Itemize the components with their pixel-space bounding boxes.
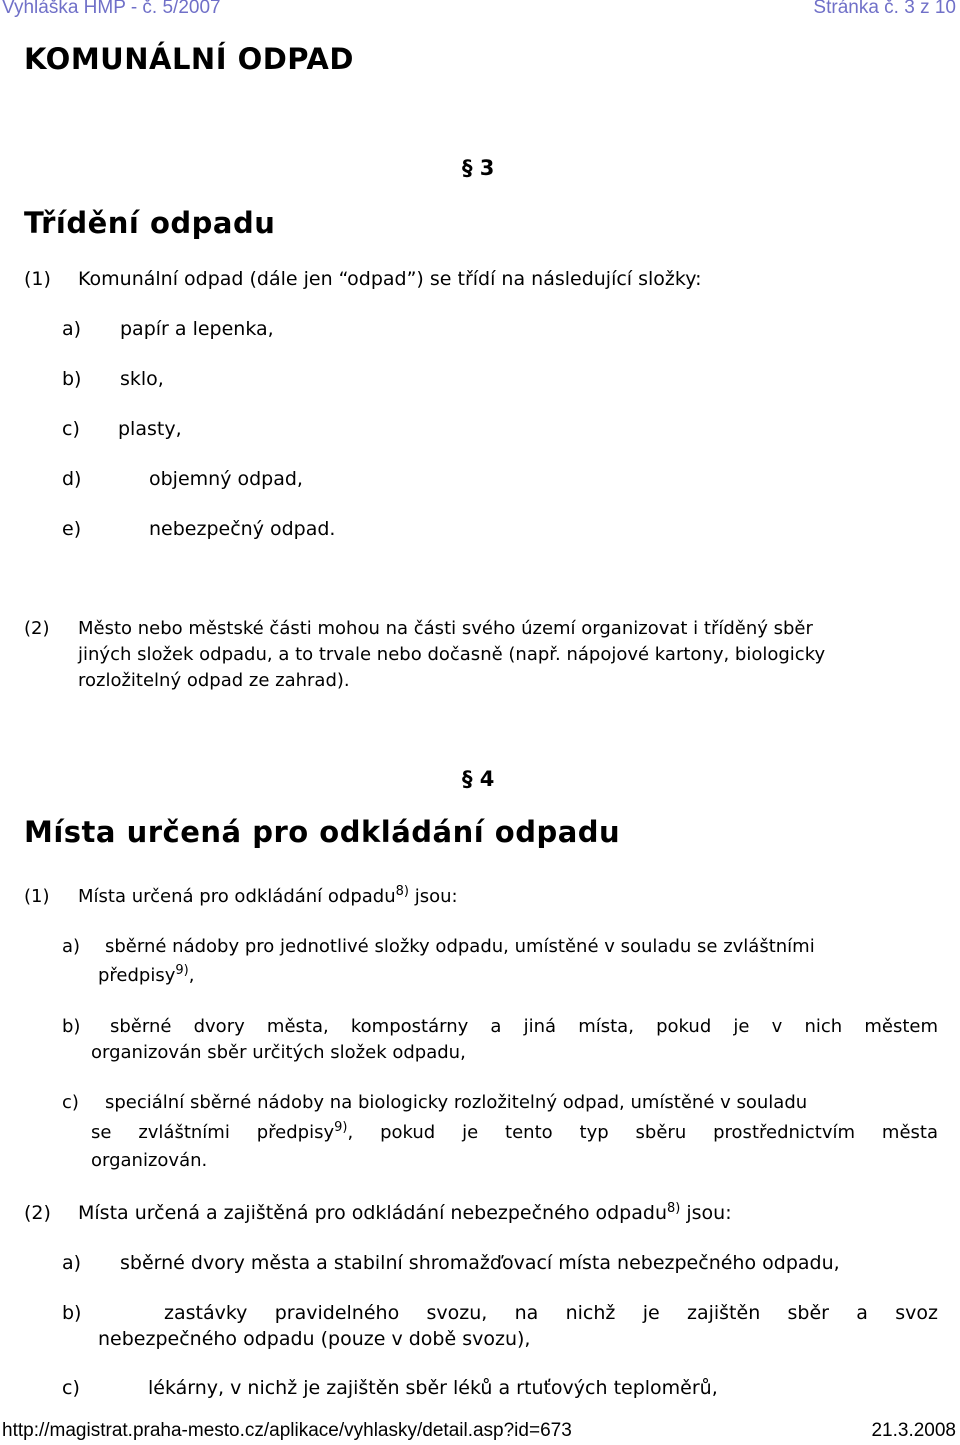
- list-item: sklo,: [120, 368, 164, 390]
- list-item-line: organizován.: [91, 1150, 208, 1171]
- list-letter: d): [62, 468, 82, 490]
- paragraph-text: Místa určená a zajištěná pro odkládání nebezpečného odpadu$^{8)}$ jsou:: [78, 1201, 732, 1224]
- list-letter: a): [62, 1252, 82, 1274]
- list-letter: a): [62, 318, 82, 340]
- list-letter: b): [62, 368, 82, 390]
- list-letter: b): [62, 1302, 82, 1324]
- section-title: Místa určená pro odkládání odpadu: [24, 815, 621, 849]
- list-item-line: sběrné nádoby pro jednotlivé složky odpadu, umístěné v souladu se zvláštními: [105, 936, 815, 957]
- header-title: Vyhláška HMP - č. 5/2007: [2, 0, 221, 18]
- list-item-line: nebezpečného odpadu (pouze v době svozu),: [98, 1328, 531, 1350]
- list-item-line: se zvláštními předpisy$^{9)}$, pokud je tento typ sběru prostřednictvím města: [91, 1120, 939, 1143]
- list-item-line: sběrné dvory města a stabilní shromažďovací místa nebezpečného odpadu,: [120, 1252, 840, 1274]
- paragraph-number: (1): [24, 268, 51, 290]
- list-item: objemný odpad,: [149, 468, 303, 490]
- footer-url[interactable]: http://magistrat.praha-mesto.cz/aplikace/vyhlasky/detail.asp?id=673: [2, 1420, 572, 1441]
- paragraph-text: Komunální odpad (dále jen “odpad”) se třídí na následující složky:: [78, 268, 702, 290]
- document-heading: KOMUNÁLNÍ ODPAD: [24, 42, 354, 76]
- list-item-line: sběrné dvory města, kompostárny a jiná místa, pokud je v nich městem: [110, 1016, 938, 1037]
- paragraph-number: (2): [24, 618, 50, 639]
- list-letter: a): [62, 936, 81, 957]
- list-item-line: lékárny, v nichž je zajištěn sběr léků a rtuťových teploměrů,: [148, 1377, 718, 1399]
- paragraph-number: (2): [24, 1202, 51, 1224]
- footnote-ref[interactable]: 9): [175, 963, 189, 978]
- list-item-line: zastávky pravidelného svozu, na nichž je zajištěn sběr a svoz: [164, 1302, 938, 1324]
- list-item-line: předpisy$^{9)}$,: [98, 963, 195, 986]
- section-title: Třídění odpadu: [24, 206, 276, 240]
- list-letter: c): [62, 418, 80, 440]
- footnote-ref[interactable]: 8): [395, 884, 409, 899]
- paragraph-line: rozložitelný odpad ze zahrad).: [78, 670, 350, 691]
- list-item: nebezpečný odpad.: [149, 518, 336, 540]
- paragraph-line: jiných složek odpadu, a to trvale nebo dočasně (např. nápojové kartony, biologicky: [78, 644, 826, 665]
- list-letter: b): [62, 1016, 81, 1037]
- footer-date: 21.3.2008: [871, 1420, 956, 1441]
- list-item-line: organizován sběr určitých složek odpadu,: [91, 1042, 466, 1063]
- section-number: § 3: [462, 156, 495, 180]
- list-item: papír a lepenka,: [120, 318, 274, 340]
- header-page-number: Stránka č. 3 z 10: [813, 0, 956, 18]
- list-letter: e): [62, 518, 82, 540]
- list-item: plasty,: [118, 418, 182, 440]
- paragraph-number: (1): [24, 886, 50, 907]
- section-number: § 4: [462, 767, 495, 791]
- paragraph-line: Město nebo městské části mohou na části svého území organizovat i tříděný sběr: [78, 618, 813, 639]
- footnote-ref[interactable]: 8): [667, 1201, 681, 1216]
- list-letter: c): [62, 1092, 79, 1113]
- list-item-line: speciální sběrné nádoby na biologicky rozložitelný odpad, umístěné v souladu: [105, 1092, 808, 1113]
- list-letter: c): [62, 1377, 80, 1399]
- paragraph-text: Místa určená pro odkládání odpadu$^{8)}$ jsou:: [78, 884, 458, 907]
- footnote-ref[interactable]: 9): [334, 1120, 348, 1135]
